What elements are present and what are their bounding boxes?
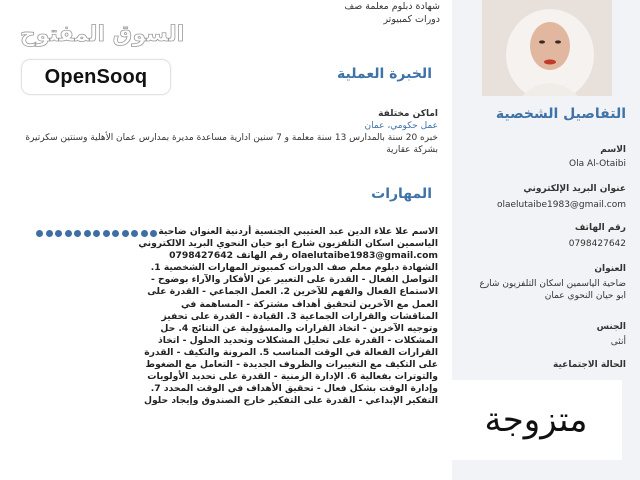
email-value: olaelutaibe1983@gmail.com <box>496 200 626 210</box>
name-value: Ola Al-Otaibi <box>569 159 626 169</box>
experience-entry <box>18 108 438 156</box>
education-courses: دورات كمبيوتر <box>383 14 440 25</box>
experience-place: اماكن مختلفة <box>378 109 438 119</box>
address-label: العنوان <box>594 264 626 274</box>
skill-rating-dot <box>46 230 53 237</box>
opensooq-arabic-watermark: السوق المفتوح <box>20 22 185 47</box>
skill-rating-dot <box>122 230 129 237</box>
skill-rating-dot <box>112 230 119 237</box>
experience-heading: الخبرة العملية <box>337 66 432 82</box>
gender-label: الجنس <box>596 322 626 332</box>
experience-description: خبره 20 سنة بالمدارس 13 سنة معلمة و 7 سنين ادارية مساعدة مديرة بمدارس عمان الأهلية وسنتين سكرتيرة بشركة عقارية <box>25 133 438 155</box>
profile-photo-illustration <box>482 0 612 96</box>
skill-rating-dot <box>65 230 72 237</box>
skill-rating-dot <box>74 230 81 237</box>
skill-rating-dot <box>55 230 62 237</box>
marital-status-label: الحالة الاجتماعية <box>553 360 626 370</box>
education-degree: شهادة دبلوم معلمة صف <box>344 1 440 12</box>
phone-label: رقم الهاتف <box>574 223 626 233</box>
profile-photo <box>482 0 612 96</box>
phone-value: 0798427642 <box>568 239 626 249</box>
name-label: الاسم <box>600 145 626 155</box>
personal-details-heading: التفاصيل الشخصية <box>495 106 626 122</box>
address-value: ضاحية الياسمين اسكان التلفزيون شارع ابو حيان النحوي عمان <box>479 279 626 301</box>
marital-status-handwritten: متزوجة <box>450 380 622 460</box>
gender-value: أنثى <box>610 337 626 347</box>
skills-description: الاسم علا علاء الدين عبد العتيبي الجنسية أردنية العنوان ضاحية الياسمين اسكان التلفزيون شارع ابو حيان النحوي البريد الالكتروني olaelutaibe1983@gmail.com رقم الهاتف 0798427642 الشهادة دبلوم معلم صف الدورات كمبيوتر المهارات الشخصية 1. التواصل الفعال - القدرة على التعبير عن الأفكار والآراء بوضوح - الاستماع الفعال والفهم للآخرين 2. العمل الجماعي - القدرة على العمل مع الآخرين لتحقيق أهداف مشتركة - المساهمة في المناقشات والقرارات الجماعية 3. القيادة - القدرة على تحفيز وتوجيه الآخرين - اتخاذ القرارات والمسؤولية عن النتائج 4. حل المشكلات - القدرة على تحليل المشكلات وتحديد الحلول - اتخاذ القرارات الفعالة في الوقت المناسب 5. المرونة والتكيف - القدرة على التكيف مع التغييرات والظروف الجديدة - التعامل مع الضغوط والتوترات بفعالية 6. الإدارة الزمنية - القدرة على تحديد الأولويات وإدارة الوقت بشكل فعال - تحقيق الأهداف في الوقت المحدد 7. التفكير الإبداعي - القدرة على التفكير خارج الصندوق وإيجاد حلول <box>138 226 438 407</box>
education-block <box>344 0 440 26</box>
opensooq-logo-badge: OpenSooq <box>22 60 170 94</box>
skill-rating-dot <box>103 230 110 237</box>
skill-rating-dot <box>93 230 100 237</box>
email-label: عنوان البريد الإلكتروني <box>523 184 626 194</box>
skill-rating-dot <box>84 230 91 237</box>
experience-location: عمل حكومي، عمان <box>364 121 438 131</box>
skill-rating-dot <box>36 230 43 237</box>
skill-rating-dot <box>131 230 138 237</box>
skills-heading: المهارات <box>371 186 432 202</box>
